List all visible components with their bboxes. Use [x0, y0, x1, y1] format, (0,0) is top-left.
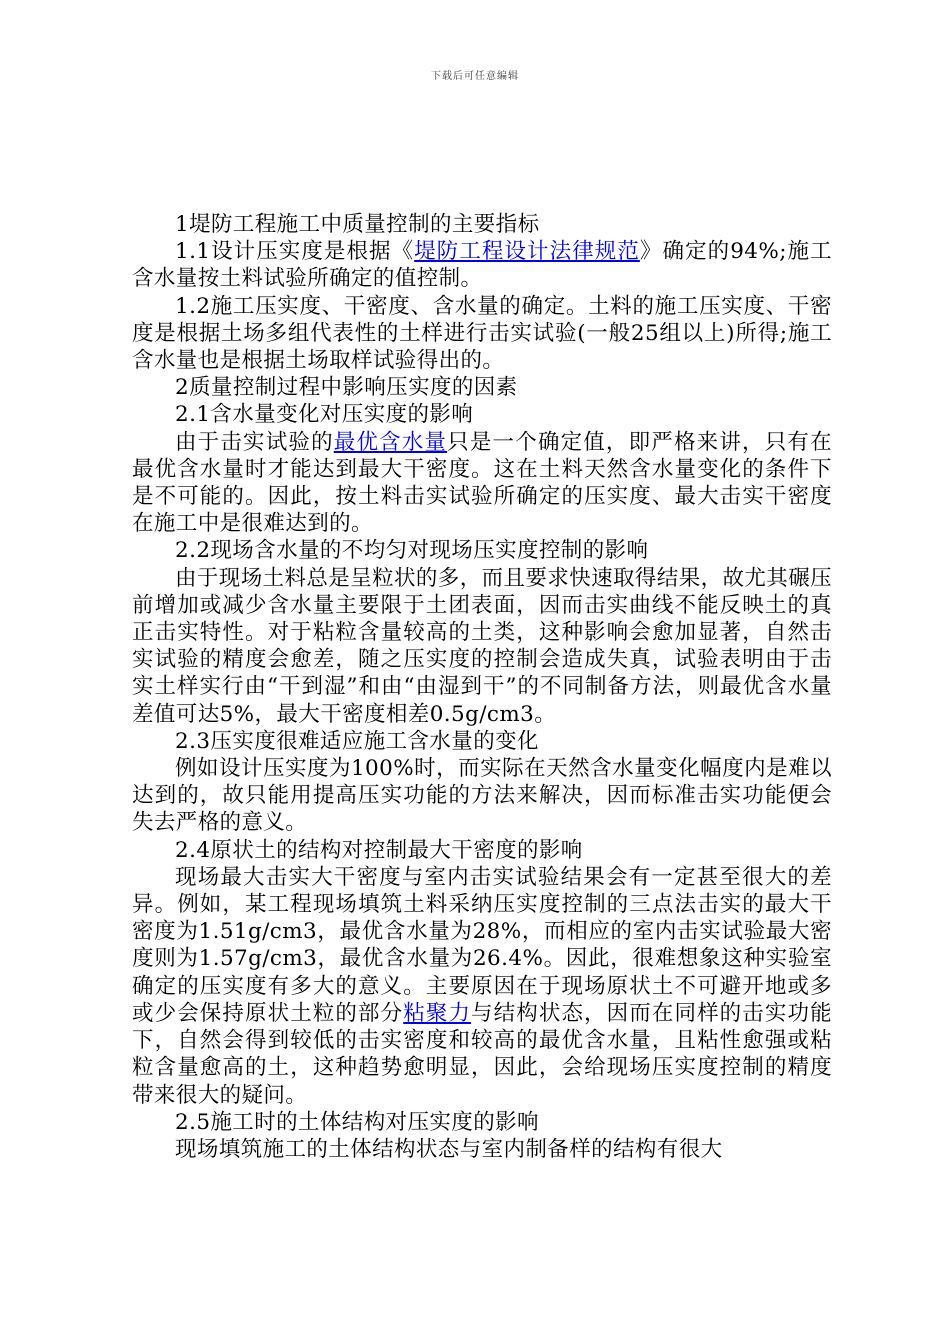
link-optimum-moisture[interactable]: 最优含水量: [333, 429, 448, 455]
paragraph-text: 由于击实试验的: [175, 429, 334, 455]
heading-2-5: 2.5施工时的土体结构对压实度的影响: [175, 1109, 539, 1135]
heading-1: 1堤防工程施工中质量控制的主要指标: [175, 212, 540, 237]
link-dike-design-code[interactable]: 堤防工程设计法律规范: [414, 239, 640, 265]
paragraph-2-4: [132, 864, 832, 1109]
paragraph-1-2: 1.2施工压实度、干密度、含水量的确定。土料的施工压实度、干密度是根据土场多组代表性的土样进行击实试验(一般25组以上)所得;施工含水量也是根据土场取样试验得出的。: [132, 293, 832, 374]
document-body: [132, 211, 832, 1163]
paragraph-2-1: [132, 429, 832, 538]
link-cohesion[interactable]: 粘聚力: [403, 1000, 472, 1026]
heading-2-2: 2.2现场含水量的不均匀对现场压实度控制的影响: [175, 538, 649, 564]
paragraph-text: 现场最大击实大干密度与室内击实试验结果会有一定甚至很大的差异。例如，某工程现场填筑土料采纳压实度控制的三点法击实的最大干密度为1.51g/cm3，最优含水量为28%，而相应的室内击实试验最大密度则为1.57g/cm3，最优含水量为26.4%。因此，很难想象这种实验室确定的压实度有多大的意义。主要原因在于现场原状土不可避开地或多或少会保持原状土粒的部分: [132, 864, 832, 1026]
heading-2-1: 2.1含水量变化对压实度的影响: [175, 402, 474, 428]
paragraph-2-5: 现场填筑施工的土体结构状态与室内制备样的结构有很大: [175, 1136, 723, 1162]
paragraph-text: 》确定的94%;施工含水量按土料试验所确定的值控制。: [132, 239, 832, 292]
paragraph-2-3: 例如设计压实度为100%时，而实际在天然含水量变化幅度内是难以达到的，故只能用提高压实功能的方法来解决，因而标准击实功能便会失去严格的意义。: [132, 756, 832, 836]
paragraph-1-1: [132, 238, 832, 292]
paragraph-text: 1.1设计压实度是根据《: [175, 239, 415, 265]
heading-2-4: 2.4原状土的结构对控制最大干密度的影响: [175, 837, 583, 863]
paragraph-text: 只是一个确定值，即严格来讲，只有在最优含水量时才能达到最大干密度。这在土料天然含水量变化的条件下是不可能的。因此，按土料击实试验所确定的压实度、最大击实干密度在施工中是很难达到的。: [132, 429, 832, 537]
page-header-note: 下载后可任意编辑: [431, 71, 519, 82]
heading-2-3: 2.3压实度很难适应施工含水量的变化: [175, 728, 539, 754]
paragraph-2-2: 由于现场土料总是呈粒状的多，而且要求快速取得结果，故尤其碾压前增加或减少含水量主要限于土团表面，因而击实曲线不能反映土的真正击实特性。对于粘粒含量较高的土类，这种影响会愈加显著，自然击实试验的精度会愈差，随之压实度的控制会造成失真，试验表明由于击实土样实行由“干到湿”和由“由湿到干”的不同制备方法，则最优含水量差值可达5%，最大干密度相差0.5g/cm3。: [132, 565, 833, 727]
heading-2: 2质量控制过程中影响压实度的因素: [175, 375, 518, 401]
paragraph-text: 与结构状态，因而在同样的击实功能下，自然会得到较低的击实密度和较高的最优含水量，且粘性愈强或粘粒含量愈高的土，这种趋势愈明显，因此，会给现场压实度控制的精度带来很大的疑问。: [132, 1000, 832, 1108]
